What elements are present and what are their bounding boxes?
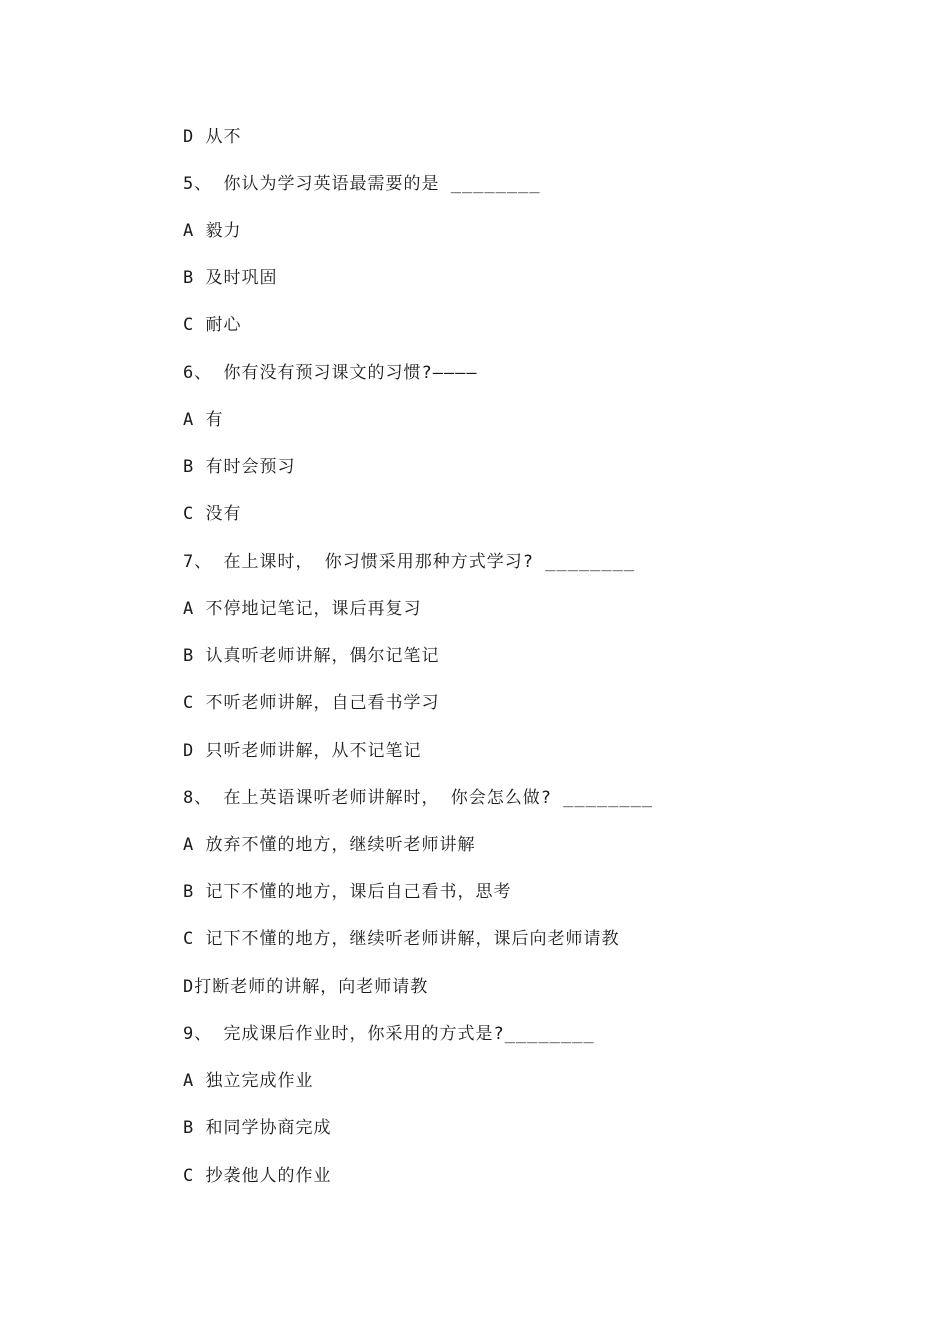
option-d-q8: D打断老师的讲解，向老师请教 — [183, 977, 429, 997]
option-b-q6: B 有时会预习 — [183, 457, 296, 477]
option-c-q7: C 不听老师讲解，自己看书学习 — [183, 693, 440, 713]
question-7: 7、 在上课时， 你习惯采用那种方式学习? ________ — [183, 552, 636, 572]
option-a-q9: A 独立完成作业 — [183, 1071, 314, 1091]
option-a-q5: A 毅力 — [183, 221, 242, 241]
option-b-q7: B 认真听老师讲解，偶尔记笔记 — [183, 646, 440, 666]
option-a-q7: A 不停地记笔记，课后再复习 — [183, 599, 422, 619]
question-5: 5、 你认为学习英语最需要的是 ________ — [183, 174, 541, 194]
question-9: 9、 完成课后作业时，你采用的方式是?________ — [183, 1024, 595, 1044]
option-c-q9: C 抄袭他人的作业 — [183, 1166, 332, 1186]
option-b-q5: B 及时巩固 — [183, 268, 278, 288]
option-b-q8: B 记下不懂的地方，课后自己看书，思考 — [183, 882, 512, 902]
question-6: 6、 你有没有预习课文的习惯?———— — [183, 363, 478, 383]
option-c-q6: C 没有 — [183, 504, 242, 524]
option-d-q7: D 只听老师讲解，从不记笔记 — [183, 741, 422, 761]
option-c-q5: C 耐心 — [183, 315, 242, 335]
option-a-q6: A 有 — [183, 410, 224, 430]
option-a-q8: A 放弃不懂的地方，继续听老师讲解 — [183, 835, 476, 855]
option-b-q9: B 和同学协商完成 — [183, 1118, 332, 1138]
option-c-q8: C 记下不懂的地方，继续听老师讲解，课后向老师请教 — [183, 929, 620, 949]
question-8: 8、 在上英语课听老师讲解时， 你会怎么做? ________ — [183, 788, 654, 808]
option-d-q4: D 从不 — [183, 127, 242, 147]
